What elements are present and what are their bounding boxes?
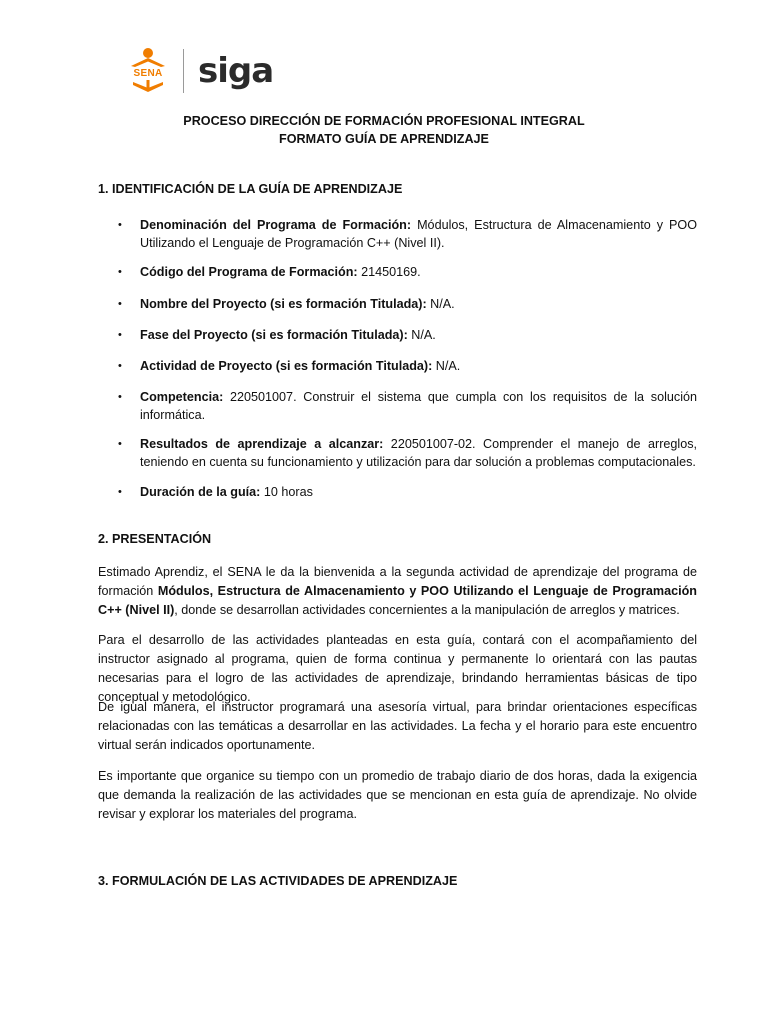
list-item-project-activity — [140, 357, 697, 375]
item-label: Resultados de aprendizaje a alcanzar: — [140, 437, 384, 451]
item-label: Duración de la guía: — [140, 485, 261, 499]
item-label: Fase del Proyecto (si es formación Titulada): — [140, 328, 408, 342]
item-value: 220501007. Construir el sistema que cumpla con los requisitos de la solución informática. — [140, 390, 697, 422]
presentation-paragraph-1 — [98, 563, 697, 620]
item-value: 21450169. — [357, 265, 421, 279]
bullet-icon: • — [118, 219, 122, 231]
item-value: 10 horas — [260, 485, 313, 499]
item-label: Código del Programa de Formación: — [140, 265, 358, 279]
bullet-icon: • — [118, 298, 122, 310]
item-value: N/A. — [432, 359, 461, 373]
bullet-icon: • — [118, 438, 122, 450]
list-item-competence — [140, 388, 697, 424]
sena-logo-text: SENA — [133, 68, 163, 79]
siga-logo-text: siga — [198, 51, 274, 91]
item-label: Competencia: — [140, 390, 224, 404]
paragraph-text: Estimado Aprendiz, el SENA le da la bienvenida a la segunda actividad de aprendizaje del programa de formación — [98, 565, 697, 598]
item-value: Módulos, Estructura de Almacenamiento y POO Utilizando el Lenguaje de Programación C++ (Nivel II). — [140, 218, 697, 250]
list-item-program-code — [140, 263, 697, 281]
bullet-icon: • — [118, 360, 122, 372]
bullet-icon: • — [118, 486, 122, 498]
document-title-line1: PROCESO DIRECCIÓN DE FORMACIÓN PROFESIONAL INTEGRAL — [183, 114, 585, 128]
item-label: Actividad de Proyecto (si es formación Titulada): — [140, 359, 433, 373]
section1-heading: 1. IDENTIFICACIÓN DE LA GUÍA DE APRENDIZAJE — [98, 182, 403, 196]
bullet-icon: • — [118, 391, 122, 403]
sena-logo — [123, 46, 173, 96]
item-value: N/A. — [426, 297, 455, 311]
bullet-icon: • — [118, 266, 122, 278]
document-title-line2: FORMATO GUÍA DE APRENDIZAJE — [279, 132, 489, 146]
section3-heading: 3. FORMULACIÓN DE LAS ACTIVIDADES DE APRENDIZAJE — [98, 874, 458, 888]
presentation-paragraph-3: De igual manera, el instructor programará una asesoría virtual, para brindar orientaciones específicas relacionadas con las temáticas a desarrollar en las actividades. La fecha y el horario para este encuentro virtual serán indicados oportunamente. — [98, 700, 697, 752]
list-item-learning-results — [140, 435, 697, 471]
presentation-paragraph-4: Es importante que organice su tiempo con un promedio de trabajo diario de dos horas, dada la exigencia que demanda la realización de las actividades que se mencionan en esta guía de aprendizaje. No olvide revisar y explorar los materiales del programa. — [98, 769, 697, 821]
header-logos — [123, 46, 273, 96]
list-item-project-name — [140, 295, 697, 313]
bullet-icon: • — [118, 329, 122, 341]
presentation-paragraph-2: Para el desarrollo de las actividades planteadas en esta guía, contará con el acompañamiento del instructor asignado al programa, quien de forma continua y permanente lo orientará con las pautas necesarias para el logro de las actividades de aprendizaje, brindando herramientas básicas de tipo conceptual y metodológico. — [98, 633, 697, 704]
list-item-program-name — [140, 216, 697, 252]
logo-divider — [183, 49, 184, 93]
list-item-duration — [140, 483, 697, 501]
section2-heading: 2. PRESENTACIÓN — [98, 532, 212, 546]
item-value: 220501007-02. Comprender el manejo de arreglos, teniendo en cuenta su funcionamiento y utilización para dar solución a problemas computacionales. — [140, 437, 697, 469]
item-label: Nombre del Proyecto (si es formación Titulada): — [140, 297, 427, 311]
item-value: N/A. — [407, 328, 436, 342]
list-item-project-phase — [140, 326, 697, 344]
program-name-bold: Módulos, Estructura de Almacenamiento y POO Utilizando el Lenguaje de Programación C++ (Nivel II) — [98, 584, 698, 617]
paragraph-text: , donde se desarrollan actividades concernientes a la manipulación de arreglos y matrices. — [174, 603, 680, 617]
item-label: Denominación del Programa de Formación: — [140, 218, 412, 232]
